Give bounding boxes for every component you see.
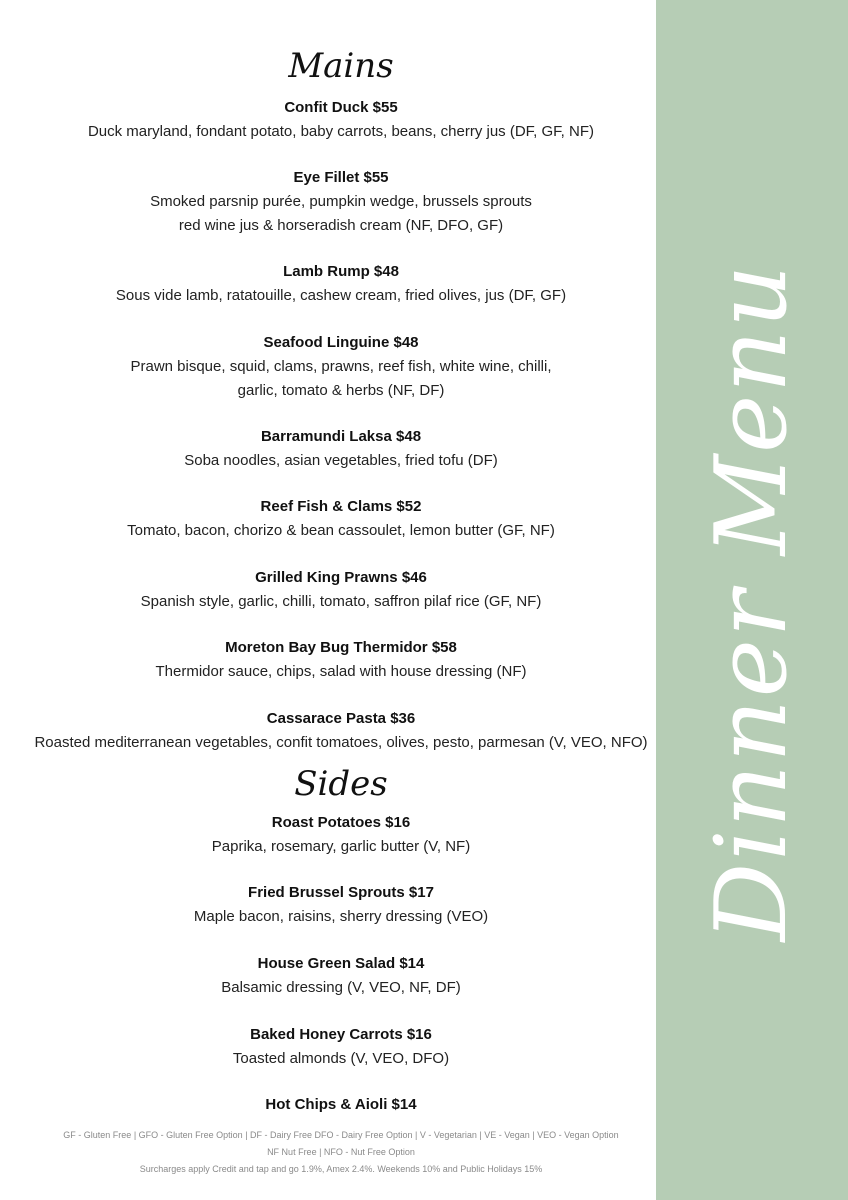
item-name: Confit Duck $55 bbox=[284, 99, 398, 116]
item-name: Lamb Rump $48 bbox=[283, 263, 399, 280]
item-name: Seafood Linguine $48 bbox=[263, 334, 419, 351]
menu-item-lamb-rump bbox=[0, 260, 682, 308]
menu-item-hot-chips-aioli bbox=[0, 1093, 682, 1117]
item-description: Roasted mediterranean vegetables, confit tomatoes, olives, pesto, parmesan (V, VEO, NFO) bbox=[34, 734, 648, 751]
dietary-legend-line-1: GF - Gluten Free | GFO - Gluten Free Option | DF - Dairy Free DFO - Dairy Free Option | V - Vegetarian | VE - Vegan | VEO - Vegan Option bbox=[63, 1130, 619, 1140]
menu-item-seafood-linguine bbox=[0, 331, 682, 402]
menu-item-barramundi-laksa bbox=[0, 425, 682, 473]
dietary-legend-line-2: NF Nut Free | NFO - Nut Free Option bbox=[267, 1147, 415, 1157]
surcharge-note: Surcharges apply Credit and tap and go 1.9%, Amex 2.4%. Weekends 10% and Public Holidays 15% bbox=[139, 1164, 543, 1174]
item-description: Prawn bisque, squid, clams, prawns, reef fish, white wine, chilli, garlic, tomato & herbs (NF, DF) bbox=[130, 358, 552, 399]
item-name: Roast Potatoes $16 bbox=[271, 814, 411, 831]
menu-item-reef-fish-clams bbox=[0, 495, 682, 543]
item-name: Barramundi Laksa $48 bbox=[260, 428, 422, 445]
menu-item-roast-potatoes bbox=[0, 811, 682, 859]
item-name: House Green Salad $14 bbox=[257, 955, 425, 972]
item-description: Soba noodles, asian vegetables, fried tofu (DF) bbox=[184, 452, 498, 469]
sides-heading: Sides bbox=[294, 764, 388, 804]
menu-item-cassarace-pasta bbox=[0, 707, 682, 755]
item-name: Baked Honey Carrots $16 bbox=[250, 1026, 432, 1043]
item-description: Toasted almonds (V, VEO, DFO) bbox=[232, 1050, 450, 1067]
item-name: Eye Fillet $55 bbox=[293, 169, 389, 186]
item-description: Paprika, rosemary, garlic butter (V, NF) bbox=[211, 838, 471, 855]
item-description: Sous vide lamb, ratatouille, cashew cream, fried olives, jus (DF, GF) bbox=[115, 287, 567, 304]
item-description: Tomato, bacon, chorizo & bean cassoulet, lemon butter (GF, NF) bbox=[127, 522, 555, 539]
dietary-legend bbox=[0, 1127, 682, 1178]
menu-item-house-green-salad bbox=[0, 952, 682, 1000]
menu-item-grilled-king-prawns bbox=[0, 566, 682, 614]
item-description: Thermidor sauce, chips, salad with house dressing (NF) bbox=[155, 663, 527, 680]
item-name: Fried Brussel Sprouts $17 bbox=[248, 884, 434, 901]
item-name: Grilled King Prawns $46 bbox=[255, 569, 427, 586]
item-name: Reef Fish & Clams $52 bbox=[260, 498, 422, 515]
menu-item-moreton-bay-bug bbox=[0, 636, 682, 684]
mains-heading: Mains bbox=[288, 46, 394, 86]
item-description: Spanish style, garlic, chilli, tomato, saffron pilaf rice (GF, NF) bbox=[140, 593, 542, 610]
item-description: Smoked parsnip purée, pumpkin wedge, brussels sprouts red wine jus & horseradish cream (NF, DFO, GF) bbox=[150, 193, 532, 234]
item-name: Hot Chips & Aioli $14 bbox=[265, 1096, 417, 1113]
menu-item-eye-fillet bbox=[0, 166, 682, 237]
dinner-menu-title: Dinner Menu bbox=[695, 262, 809, 942]
menu-item-baked-honey-carrots bbox=[0, 1023, 682, 1071]
item-description: Balsamic dressing (V, VEO, NF, DF) bbox=[221, 979, 461, 996]
menu-item-confit-duck bbox=[0, 96, 682, 144]
item-name: Cassarace Pasta $36 bbox=[266, 710, 416, 727]
menu-item-fried-brussel-sprouts bbox=[0, 881, 682, 929]
item-description: Maple bacon, raisins, sherry dressing (VEO) bbox=[193, 908, 489, 925]
item-description: Duck maryland, fondant potato, baby carrots, beans, cherry jus (DF, GF, NF) bbox=[87, 123, 595, 140]
item-name: Moreton Bay Bug Thermidor $58 bbox=[225, 639, 457, 656]
